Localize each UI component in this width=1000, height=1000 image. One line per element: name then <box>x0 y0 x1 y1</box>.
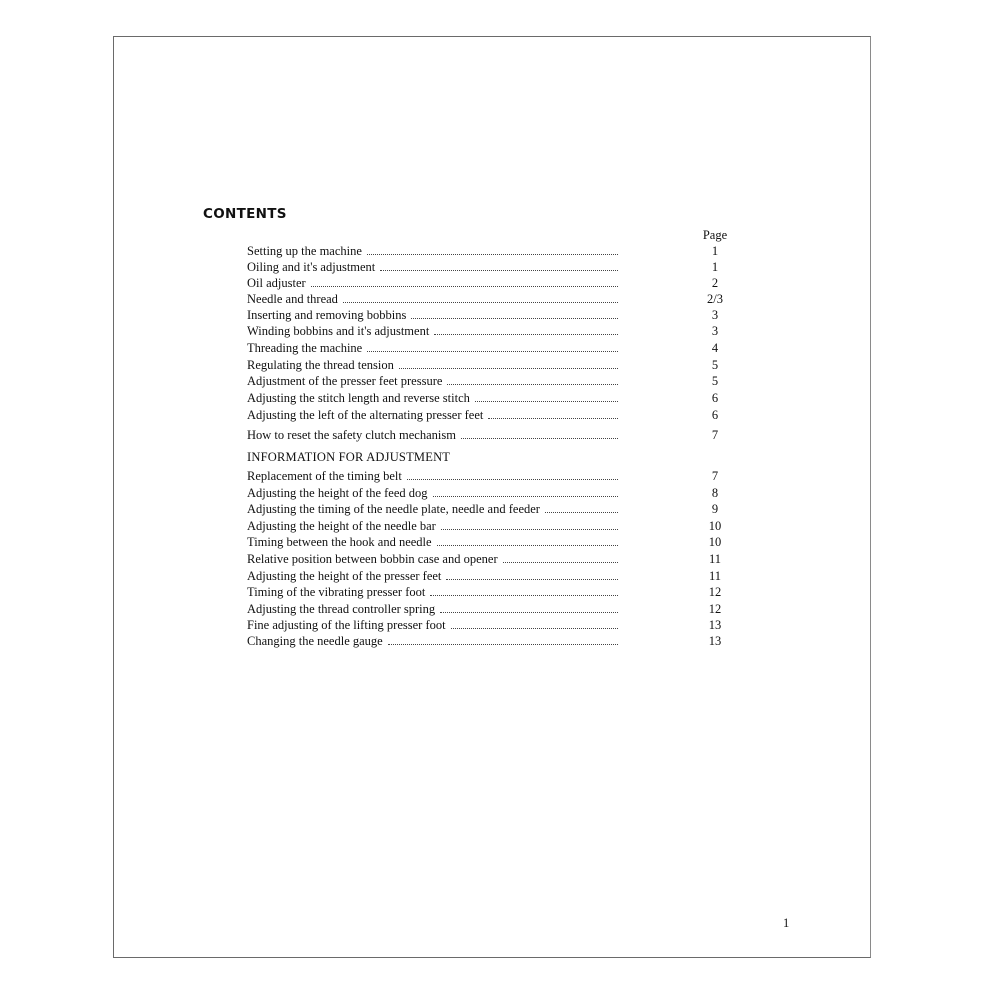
toc-entry-title: Winding bobbins and it's adjustment <box>247 323 432 339</box>
toc-entry <box>247 518 727 534</box>
dot-leader <box>411 318 618 319</box>
toc-entry-title: Setting up the machine <box>247 243 365 259</box>
toc-entry-page: 1 <box>711 244 719 258</box>
toc-entry-title: Adjusting the stitch length and reverse stitch <box>247 390 473 406</box>
toc-entry-page: 4 <box>711 341 719 355</box>
toc-entry-title: Needle and thread <box>247 291 341 307</box>
toc-entry <box>247 323 727 339</box>
dot-leader <box>461 438 618 439</box>
dot-leader <box>503 562 618 563</box>
toc-entry <box>247 485 727 501</box>
toc-entry <box>247 407 727 423</box>
toc-entry <box>247 633 727 649</box>
toc-entry <box>247 551 727 567</box>
toc-entry-page: 12 <box>708 585 722 599</box>
dot-leader <box>437 545 618 546</box>
toc-entry-page: 9 <box>711 502 719 516</box>
toc-entry-title: Fine adjusting of the lifting presser foot <box>247 617 449 633</box>
dot-leader <box>343 302 618 303</box>
page-number: 1 <box>783 916 790 930</box>
toc-entry-title: Regulating the thread tension <box>247 357 397 373</box>
toc-entry-title: Timing between the hook and needle <box>247 534 435 550</box>
toc-entry-title: Adjusting the height of the presser feet <box>247 568 444 584</box>
dot-leader <box>434 334 618 335</box>
toc-entry-title: How to reset the safety clutch mechanism <box>247 427 459 443</box>
toc-entry-page: 2 <box>711 276 719 290</box>
toc-entry-title: Adjusting the thread controller spring <box>247 601 438 617</box>
dot-leader <box>451 628 618 629</box>
dot-leader <box>545 512 618 513</box>
dot-leader <box>433 496 618 497</box>
page-column-label: Page <box>702 228 728 242</box>
toc-entry-page: 10 <box>708 519 722 533</box>
toc-entry-page: 13 <box>708 618 722 632</box>
toc-entry <box>247 534 727 550</box>
contents-heading: CONTENTS <box>203 206 287 222</box>
dot-leader <box>446 579 618 580</box>
dot-leader <box>447 384 618 385</box>
toc-entry-page: 3 <box>711 308 719 322</box>
dot-leader <box>475 401 618 402</box>
toc-entry-page: 11 <box>708 552 722 566</box>
toc-entry-title: Oil adjuster <box>247 275 309 291</box>
dot-leader <box>388 644 618 645</box>
toc-entry-title: Inserting and removing bobbins <box>247 307 409 323</box>
dot-leader <box>367 351 618 352</box>
toc-entry-title: Adjusting the height of the feed dog <box>247 485 431 501</box>
toc-entry <box>247 501 727 517</box>
toc-entry-title: Timing of the vibrating presser foot <box>247 584 428 600</box>
toc-entry <box>247 617 727 633</box>
toc-entry <box>247 584 727 600</box>
toc-entry-page: 3 <box>711 324 719 338</box>
toc-entry <box>247 373 727 389</box>
dot-leader <box>440 612 618 613</box>
toc-entry <box>247 307 727 323</box>
dot-leader <box>367 254 618 255</box>
toc-entry-title: Threading the machine <box>247 340 365 356</box>
toc-entry <box>247 601 727 617</box>
toc-entry <box>247 357 727 373</box>
toc-entry-page: 11 <box>708 569 722 583</box>
dot-leader <box>488 418 618 419</box>
dot-leader <box>311 286 618 287</box>
toc-entry <box>247 275 727 291</box>
toc-entry <box>247 427 727 443</box>
toc-entry-title: Replacement of the timing belt <box>247 468 405 484</box>
toc-entry-page: 8 <box>711 486 719 500</box>
toc-entry-page: 10 <box>708 535 722 549</box>
toc-entry-page: 2/3 <box>707 292 723 306</box>
toc-entry <box>247 568 727 584</box>
toc-entry-title: Oiling and it's adjustment <box>247 259 378 275</box>
toc-entry-title: Adjusting the left of the alternating presser feet <box>247 407 486 423</box>
toc-entry-page: 1 <box>711 260 719 274</box>
toc-entry-page: 7 <box>711 428 719 442</box>
toc-entry-page: 13 <box>708 634 722 648</box>
dot-leader <box>407 479 618 480</box>
toc-entry-page: 6 <box>711 408 719 422</box>
toc-entry <box>247 390 727 406</box>
toc-entry-title: Adjusting the timing of the needle plate, needle and feeder <box>247 501 543 517</box>
toc-entry <box>247 340 727 356</box>
toc-entry <box>247 243 727 259</box>
section-heading-adjustment: INFORMATION FOR ADJUSTMENT <box>247 450 451 464</box>
toc-entry-title: Changing the needle gauge <box>247 633 386 649</box>
toc-entry-page: 5 <box>711 374 719 388</box>
toc-entry-title: Adjusting the height of the needle bar <box>247 518 439 534</box>
toc-entry <box>247 468 727 484</box>
toc-entry-page: 7 <box>711 469 719 483</box>
toc-entry-page: 12 <box>708 602 722 616</box>
dot-leader <box>380 270 618 271</box>
toc-entry-title: Relative position between bobbin case and opener <box>247 551 501 567</box>
toc-entry-title: Adjustment of the presser feet pressure <box>247 373 445 389</box>
toc-entry <box>247 259 727 275</box>
dot-leader <box>430 595 618 596</box>
toc-entry <box>247 291 727 307</box>
toc-entry-page: 5 <box>711 358 719 372</box>
dot-leader <box>399 368 618 369</box>
dot-leader <box>441 529 618 530</box>
toc-entry-page: 6 <box>711 391 719 405</box>
